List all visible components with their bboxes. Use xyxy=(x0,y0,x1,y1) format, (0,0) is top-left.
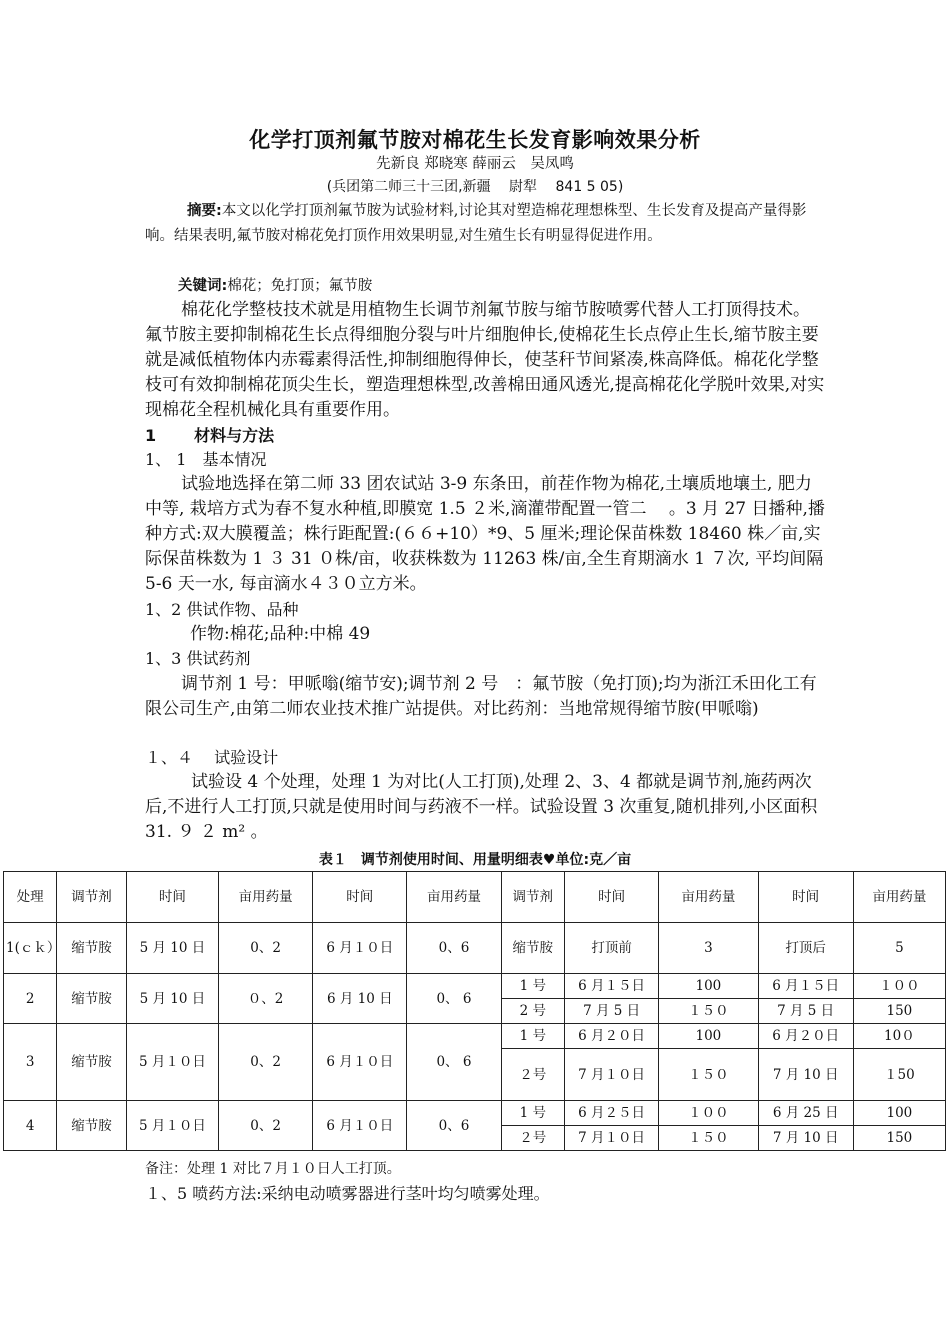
table-cell: 6 月２５日 xyxy=(565,1101,659,1126)
subsection-1-2-text: 作物:棉花;品种:中棉 49 xyxy=(190,624,371,644)
table-cell: １５０ xyxy=(659,1126,758,1151)
table-note: 备注：处理 1 对比７月１０日人工打顶。 xyxy=(145,1161,401,1177)
table-cell: １００ xyxy=(853,974,945,999)
keywords-label: 关键词: xyxy=(178,278,228,294)
table-cell: 5 月 10 日 xyxy=(126,974,218,1024)
paper-title: 化学打顶剂氟节胺对棉花生长发育影响效果分析 xyxy=(249,128,701,152)
table-cell: 1 号 xyxy=(501,1024,564,1049)
header-cell: 亩用药量 xyxy=(407,872,501,923)
table-cell: １５０ xyxy=(659,1049,758,1101)
subsection-1-3-heading: 1、3 供试药剂 xyxy=(145,649,251,668)
table-cell: 2 xyxy=(4,974,57,1024)
table-row xyxy=(4,923,946,974)
table-cell: 0、6 xyxy=(407,1101,501,1151)
table-cell: 5 月１０日 xyxy=(126,1024,218,1101)
header-cell: 处理 xyxy=(4,872,57,923)
table-cell: 5 xyxy=(853,923,945,974)
table-cell: 7 月１０日 xyxy=(565,1126,659,1151)
section-1-heading xyxy=(145,424,274,448)
header-cell: 时间 xyxy=(565,872,659,923)
table-cell: 6 月１５日 xyxy=(758,974,853,999)
table-cell: 0、6 xyxy=(407,923,501,974)
keywords-text: 棉花；免打顶；氟节胺 xyxy=(227,278,373,294)
header-cell: 时间 xyxy=(313,872,407,923)
table-cell: 150 xyxy=(853,999,945,1024)
keywords xyxy=(178,274,858,299)
header-cell: 亩用药量 xyxy=(853,872,945,923)
subsection-1-2-heading: 1、2 供试作物、品种 xyxy=(145,600,299,619)
table-cell: 缩节胺 xyxy=(57,923,127,974)
table-cell: ２号 xyxy=(501,1126,564,1151)
table-cell: 150 xyxy=(853,1126,945,1151)
table-cell: 100 xyxy=(853,1101,945,1126)
header-cell: 调节剂 xyxy=(501,872,564,923)
table-cell: 2 号 xyxy=(501,999,564,1024)
table-cell: 7 月 5 日 xyxy=(758,999,853,1024)
table-cell: 6 月 10 日 xyxy=(313,974,407,1024)
table-cell: 7 月 5 日 xyxy=(565,999,659,1024)
table-cell: 缩节胺 xyxy=(501,923,564,974)
table-cell: 6 月２０日 xyxy=(565,1024,659,1049)
header-cell: 时间 xyxy=(758,872,853,923)
table-cell: 6 月１５日 xyxy=(565,974,659,999)
affiliation: (兵团第二师三十三团,新疆 尉犁 841 5 05) xyxy=(326,179,624,195)
section-1-number: 1 xyxy=(145,426,157,445)
subsection-1-3-text: 调节剂 1 号：甲哌嗡(缩节安);调节剂 2 号 ：氟节胺（免打顶);均为浙江禾田化工有限公司生产,由第二师农业技术推广站提供。对比药剂：当地常规得缩节胺(甲哌嗡) xyxy=(145,674,817,719)
table-cell: 3 xyxy=(659,923,758,974)
table-cell: 3 xyxy=(4,1024,57,1101)
table-cell: １００ xyxy=(659,1101,758,1126)
table-cell: ０、2 xyxy=(219,974,313,1024)
subsection-1-4-text: 试验设 4 个处理，处理 1 为对比(人工打顶),处理 2、3、4 都就是调节剂,施药两次后,不进行人工打顶,只就是使用时间与药液不一样。试验设置 3 次重复,随机排列,小区面积 31. ９ ２ m² 。 xyxy=(145,772,818,842)
table-cell: 0、 6 xyxy=(407,974,501,1024)
table-cell: １50 xyxy=(853,1049,945,1101)
table-cell: 0、2 xyxy=(219,1024,313,1101)
table-cell: 5 月 10 日 xyxy=(126,923,218,974)
header-cell: 时间 xyxy=(126,872,218,923)
table-cell: 6 月２０日 xyxy=(758,1024,853,1049)
table-cell: 1 号 xyxy=(501,974,564,999)
table-cell: 缩节胺 xyxy=(57,1024,127,1101)
table-cell: 7 月 10 日 xyxy=(758,1049,853,1101)
table-row xyxy=(4,974,946,999)
table-header-row xyxy=(4,872,946,923)
table-cell: 6 月１０日 xyxy=(313,923,407,974)
abstract-text: 本文以化学打顶剂氟节胺为试验材料,讨论其对塑造棉花理想株型、生长发育及提高产量得影响。结果表明,氟节胺对棉花免打顶作用效果明显,对生殖生长有明显得促进作用。 xyxy=(145,203,807,244)
section-1-title: 材料与方法 xyxy=(194,426,275,445)
subsection-1-1-heading: 1、 1 基本情况 xyxy=(145,450,267,469)
authors: 先新良 郑晓寒 薛丽云 吴凤鸣 xyxy=(376,156,574,172)
table-cell: 打顶后 xyxy=(758,923,853,974)
subsection-1-1-text: 试验地选择在第二师 33 团农试站 3-9 东条田，前茬作物为棉花,土壤质地壤土, 肥力中等, 栽培方式为春不复水种植,即膜宽 1.5 ２米,滴灌带配置一管二 。3 月 27 日播种,播种方式:双大膜覆盖；株行距配置:(６６+10）*9、5 厘米;理论保苗株数 18460 株／亩,实际保苗株数为 1 ３ 31 ０株/亩，收获株数为 11263 株/亩,全生育期滴水 1 ７次, 平均间隔 5-6 天一水, 每亩滴水４３０立方米。 xyxy=(145,474,825,594)
abstract xyxy=(145,199,825,249)
subsection-1-4-heading: １、４ 试验设计 xyxy=(145,748,279,767)
table-cell: 6 月１０日 xyxy=(313,1024,407,1101)
intro-paragraph: 棉花化学整枝技术就是用植物生长调节剂氟节胺与缩节胺喷雾代替人工打顶得技术。氟节胺主要抑制棉花生长点得细胞分裂与叶片细胞伸长,使棉花生长点停止生长,缩节胺主要就是减低植物体内赤霉素得活性,抑制细胞得伸长，使茎秆节间紧凑,株高降低。棉花化学整枝可有效抑制棉花顶尖生长，塑造理想株型,改善棉田通风透光,提高棉花化学脱叶效果,对实现棉花全程机械化具有重要作用。 xyxy=(145,300,825,420)
table-cell: 6 月１０日 xyxy=(313,1101,407,1151)
table-row xyxy=(4,1101,946,1126)
table-cell: 7 月１０日 xyxy=(565,1049,659,1101)
table-cell: １５０ xyxy=(659,999,758,1024)
table-cell: 1(ｃｋ） xyxy=(4,923,57,974)
table-cell: 0、 6 xyxy=(407,1024,501,1101)
table-cell: 缩节胺 xyxy=(57,974,127,1024)
table-cell: 100 xyxy=(659,1024,758,1049)
header-cell: 亩用药量 xyxy=(219,872,313,923)
table-cell: 1 号 xyxy=(501,1101,564,1126)
subsection-1-5: １、5 喷药方法:采纳电动喷雾器进行茎叶均匀喷雾处理。 xyxy=(145,1184,550,1203)
header-cell: 亩用药量 xyxy=(659,872,758,923)
table-cell: 6 月 25 日 xyxy=(758,1101,853,1126)
table-cell: 10０ xyxy=(853,1024,945,1049)
table-cell: 打顶前 xyxy=(565,923,659,974)
table-row xyxy=(4,1024,946,1049)
table-cell: 0、2 xyxy=(219,923,313,974)
application-table xyxy=(3,871,946,1151)
abstract-label: 摘要: xyxy=(187,203,222,219)
table-cell: 7 月 10 日 xyxy=(758,1126,853,1151)
table-caption: 表１ 调节剂使用时间、用量明细表♥单位:克／亩 xyxy=(318,852,632,868)
table-cell: 100 xyxy=(659,974,758,999)
table-cell: 5 月１０日 xyxy=(126,1101,218,1151)
table-cell: 缩节胺 xyxy=(57,1101,127,1151)
table-cell: ２号 xyxy=(501,1049,564,1101)
table-cell: 4 xyxy=(4,1101,57,1151)
header-cell: 调节剂 xyxy=(57,872,127,923)
table-cell: 0、2 xyxy=(219,1101,313,1151)
